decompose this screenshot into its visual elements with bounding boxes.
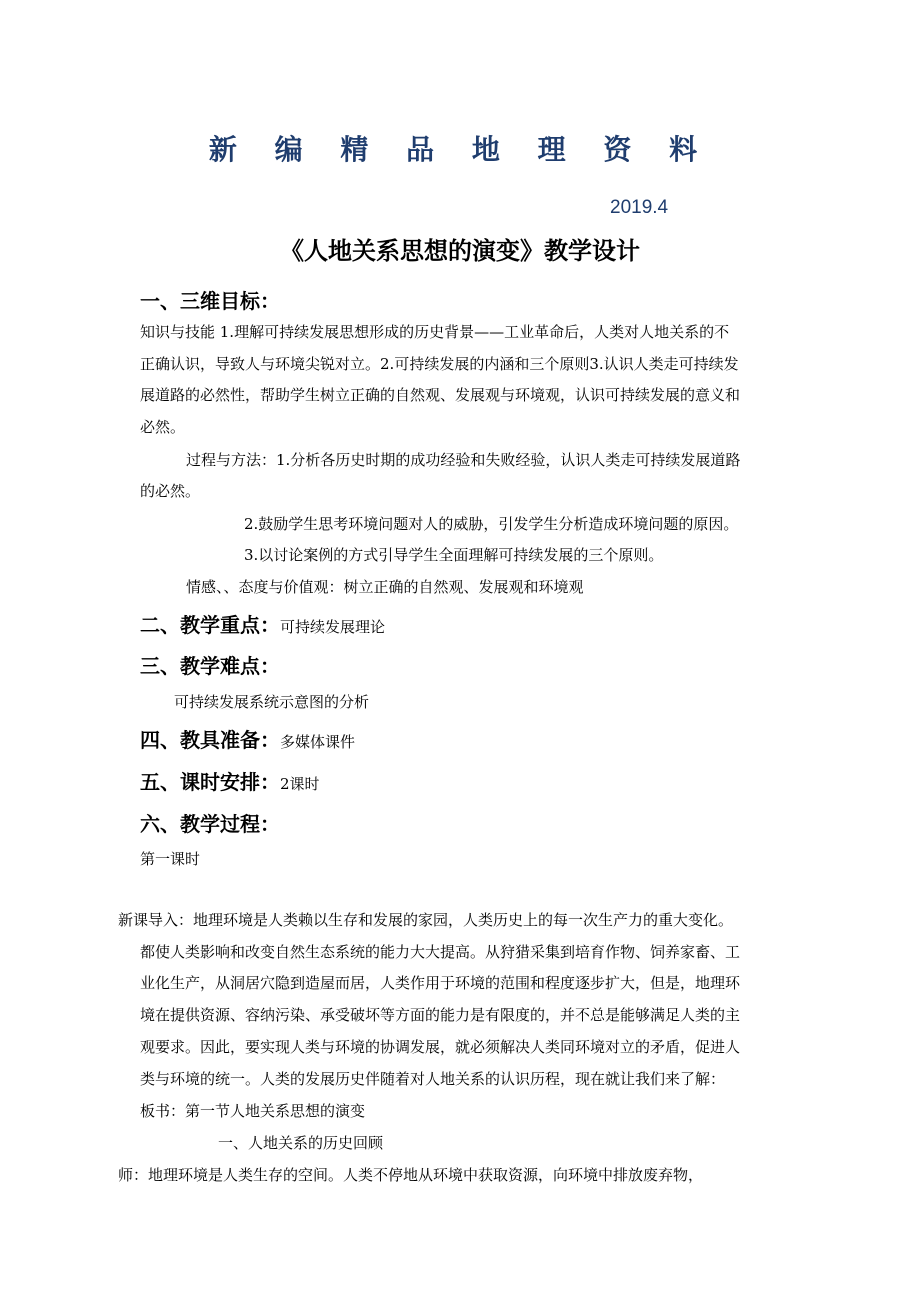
key-points-content: 可持续发展理论 xyxy=(280,618,386,636)
banner-title: 新 编 精 品 地 理 资 料 xyxy=(208,133,712,166)
process-item-2: 2.鼓励学生思考环境问题对人的威胁，引发学生分析造成环境问题的原因。 xyxy=(244,515,739,533)
key-points-label: 二、教学重点： xyxy=(140,613,280,637)
lesson-label: 第一课时 xyxy=(140,850,201,868)
intro-line-6: 类与环境的统一。人类的发展历史伴随着对人地关系的认识历程，现在就让我们来了解： xyxy=(140,1070,726,1088)
teaching-aids-label: 四、教具准备： xyxy=(140,728,280,752)
section-heading-schedule xyxy=(140,766,320,795)
schedule-content: 2课时 xyxy=(280,775,320,793)
knowledge-line-4: 必然。 xyxy=(140,418,186,436)
board-title: 板书：第一节人地关系思想的演变 xyxy=(140,1102,366,1120)
process-line-2: 的必然。 xyxy=(140,482,201,500)
section-heading-key-points xyxy=(140,609,385,638)
teaching-aids-content: 多媒体课件 xyxy=(280,733,356,751)
intro-line-3: 业化生产，从洞居穴隐到造屋而居，人类作用于环境的范围和程度逐步扩大，但是，地理环 xyxy=(140,974,741,992)
schedule-label: 五、课时安排： xyxy=(140,770,280,794)
difficulties-content: 可持续发展系统示意图的分析 xyxy=(174,693,370,711)
document-title: 《人地关系思想的演变》教学设计 xyxy=(280,237,640,265)
intro-line-2: 都使人类影响和改变自然生态系统的能力大大提高。从狩猎采集到培育作物、饲养家畜、工 xyxy=(140,943,741,961)
board-subtitle: 一、人地关系的历史回顾 xyxy=(218,1134,384,1152)
emotion-line: 情感、、态度与价值观：树立正确的自然观、发展观和环境观 xyxy=(186,578,584,596)
section-heading-difficulties: 三、教学难点： xyxy=(140,654,280,678)
document-date: 2019.4 xyxy=(610,197,669,218)
intro-line-4: 境在提供资源、容纳污染、承受破坏等方面的能力是有限度的，并不总是能够满足人类的主 xyxy=(140,1006,741,1024)
knowledge-line-2: 正确认识，导致人与环境尖锐对立。2.可持续发展的内涵和三个原则3.认识人类走可持续发 xyxy=(140,355,739,373)
knowledge-line-3: 展道路的必然性，帮助学生树立正确的自然观、发展观与环境观，认识可持续发展的意义和 xyxy=(140,386,741,404)
teacher-line: 师：地理环境是人类生存的空间。人类不停地从环境中获取资源，向环境中排放废弃物， xyxy=(118,1166,704,1184)
intro-line-5: 观要求。因此，要实现人类与环境的协调发展，就必须解决人类同环境对立的矛盾，促进人 xyxy=(140,1038,741,1056)
section-heading-teaching-aids xyxy=(140,724,355,753)
knowledge-line-1: 知识与技能 1.理解可持续发展思想形成的历史背景——工业革命后，人类对人地关系的不 xyxy=(140,323,730,341)
intro-first-line: 新课导入：地理环境是人类赖以生存和发展的家园，人类历史上的每一次生产力的重大变化。 xyxy=(118,911,734,929)
process-line-1: 过程与方法：1.分析各历史时期的成功经验和失败经验，认识人类走可持续发展道路 xyxy=(186,451,741,469)
section-heading-objectives: 一、三维目标： xyxy=(140,289,280,313)
section-heading-process: 六、教学过程： xyxy=(140,812,280,836)
process-item-3: 3.以讨论案例的方式引导学生全面理解可持续发展的三个原则。 xyxy=(244,546,664,564)
